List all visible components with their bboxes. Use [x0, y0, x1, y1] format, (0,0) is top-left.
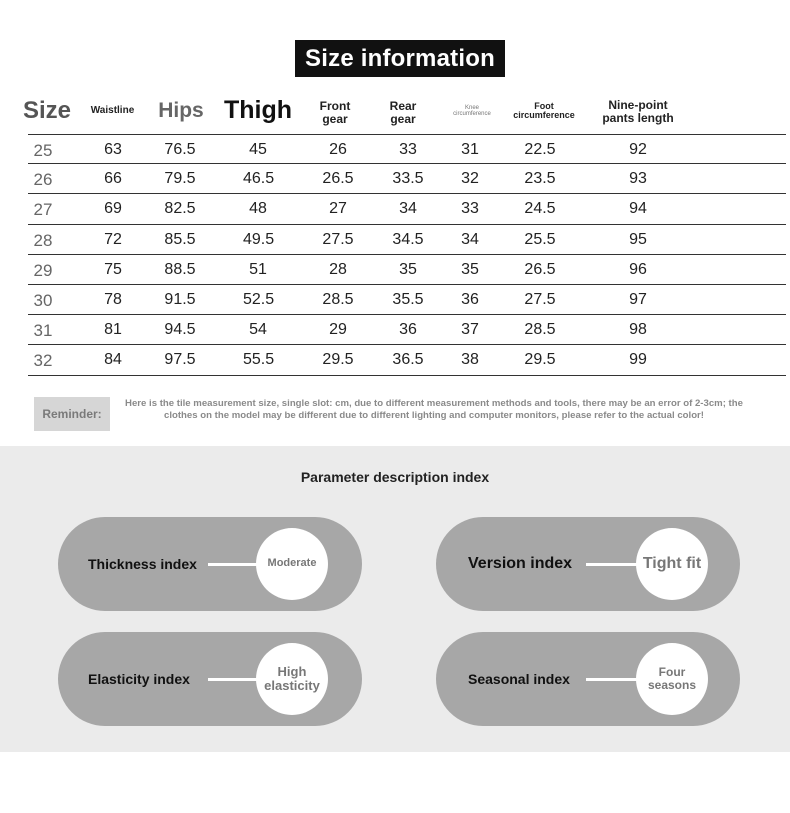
- connector-line: [208, 563, 260, 566]
- cell-waistline: 63: [104, 141, 122, 158]
- header-nine-point-length: Nine-point pants length: [602, 98, 674, 125]
- cell-waistline: 66: [104, 170, 122, 188]
- cell-knee: 35: [461, 260, 479, 278]
- cell-foot: 29.5: [524, 351, 556, 369]
- cell-nine-point: 99: [629, 351, 647, 369]
- cell-foot: 25.5: [524, 230, 556, 248]
- cell-foot: 27.5: [524, 290, 556, 308]
- cell-hips: 97.5: [164, 351, 196, 369]
- cell-rear-gear: 33.5: [392, 170, 424, 188]
- cell-thigh: 46.5: [243, 170, 275, 188]
- header-knee-circumference: Knee circumference: [453, 105, 491, 118]
- header-front-gear: Front gear: [319, 99, 351, 126]
- cell-knee: 31: [461, 141, 479, 158]
- cell-size: 29: [33, 260, 53, 280]
- cell-waistline: 84: [104, 351, 122, 369]
- thickness-index-label: Thickness index: [88, 556, 197, 572]
- cell-hips: 94.5: [164, 321, 196, 339]
- seasonal-index-pill: [436, 632, 740, 726]
- cell-foot: 23.5: [524, 170, 556, 188]
- cell-size: 26: [33, 170, 53, 190]
- cell-front-gear: 29.5: [322, 351, 354, 369]
- connector-line: [586, 563, 638, 566]
- reminder-text: Here is the tile measurement size, single slot: cm, due to different measurement methods and tools, there may be an error of 2-3cm; the clothes on the model may be different due to different lighting and computer monitors, please refer to the actual color!: [125, 398, 743, 422]
- header-foot-circumference: Foot circumference: [513, 101, 575, 121]
- elasticity-index-value: High elasticity: [256, 643, 328, 715]
- cell-nine-point: 96: [629, 260, 647, 278]
- cell-rear-gear: 34.5: [392, 230, 424, 248]
- cell-thigh: 48: [249, 200, 267, 218]
- cell-waistline: 75: [104, 260, 122, 278]
- table-row: [28, 285, 786, 315]
- cell-nine-point: 94: [629, 200, 647, 218]
- elasticity-index-label: Elasticity index: [88, 671, 190, 687]
- cell-foot: 24.5: [524, 200, 556, 218]
- cell-rear-gear: 34: [399, 200, 417, 218]
- cell-front-gear: 29: [329, 321, 347, 339]
- cell-front-gear: 27: [329, 200, 347, 218]
- table-row: [28, 194, 786, 224]
- cell-nine-point: 93: [629, 170, 647, 188]
- cell-knee: 34: [461, 230, 479, 248]
- version-index-label: Version index: [468, 555, 573, 572]
- cell-size: 28: [33, 230, 53, 250]
- table-row: [28, 345, 786, 375]
- cell-hips: 76.5: [164, 141, 196, 158]
- thickness-index-pill: [58, 517, 362, 611]
- cell-front-gear: 26: [329, 141, 347, 158]
- cell-rear-gear: 36: [399, 321, 417, 339]
- cell-waistline: 72: [104, 230, 122, 248]
- cell-knee: 37: [461, 321, 479, 339]
- cell-foot: 26.5: [524, 260, 556, 278]
- cell-hips: 88.5: [164, 260, 196, 278]
- version-index-value: Tight fit: [636, 528, 708, 600]
- cell-thigh: 55.5: [243, 351, 275, 369]
- cell-knee: 33: [461, 200, 479, 218]
- parameter-panel: [0, 446, 790, 752]
- table-row: [28, 255, 786, 285]
- cell-thigh: 49.5: [243, 230, 275, 248]
- cell-front-gear: 26.5: [322, 170, 354, 188]
- cell-waistline: 81: [104, 321, 122, 339]
- elasticity-index-pill: [58, 632, 362, 726]
- connector-line: [208, 678, 260, 681]
- cell-front-gear: 28: [329, 260, 347, 278]
- cell-hips: 85.5: [164, 230, 196, 248]
- version-index-pill: [436, 517, 740, 611]
- cell-thigh: 54: [249, 321, 267, 339]
- cell-size: 25: [33, 141, 53, 160]
- header-hips: Hips: [158, 99, 204, 122]
- cell-foot: 22.5: [524, 141, 556, 158]
- parameter-title: Parameter description index: [300, 469, 490, 485]
- cell-nine-point: 95: [629, 230, 647, 248]
- reminder-label: Reminder:: [34, 397, 110, 431]
- cell-hips: 82.5: [164, 200, 196, 218]
- table-row: [28, 164, 786, 194]
- seasonal-index-value: Four seasons: [636, 643, 708, 715]
- cell-foot: 28.5: [524, 321, 556, 339]
- cell-size: 32: [33, 351, 53, 371]
- cell-front-gear: 27.5: [322, 230, 354, 248]
- cell-rear-gear: 33: [399, 141, 417, 158]
- cell-rear-gear: 35: [399, 260, 417, 278]
- cell-hips: 79.5: [164, 170, 196, 188]
- page-title: Size information: [295, 40, 505, 77]
- cell-nine-point: 97: [629, 290, 647, 308]
- cell-knee: 38: [461, 351, 479, 369]
- header-size: Size: [22, 97, 72, 124]
- cell-size: 31: [33, 321, 53, 341]
- thickness-index-value: Moderate: [256, 528, 328, 600]
- table-row: [28, 315, 786, 345]
- cell-front-gear: 28.5: [322, 290, 354, 308]
- cell-knee: 32: [461, 170, 479, 188]
- cell-size: 30: [33, 290, 53, 310]
- cell-thigh: 45: [249, 141, 267, 158]
- cell-hips: 91.5: [164, 290, 196, 308]
- cell-waistline: 78: [104, 290, 122, 308]
- cell-thigh: 51: [249, 260, 267, 278]
- table-row: [28, 134, 786, 164]
- size-table: [28, 134, 786, 376]
- header-waistline: Waistline: [90, 105, 135, 116]
- cell-rear-gear: 35.5: [392, 290, 424, 308]
- cell-thigh: 52.5: [243, 290, 275, 308]
- cell-nine-point: 98: [629, 321, 647, 339]
- header-thigh: Thigh: [223, 96, 293, 124]
- cell-rear-gear: 36.5: [392, 351, 424, 369]
- table-row: [28, 225, 786, 255]
- cell-waistline: 69: [104, 200, 122, 218]
- connector-line: [586, 678, 638, 681]
- cell-nine-point: 92: [629, 141, 647, 158]
- cell-knee: 36: [461, 290, 479, 308]
- cell-size: 27: [33, 200, 53, 220]
- seasonal-index-label: Seasonal index: [468, 671, 570, 687]
- header-rear-gear: Rear gear: [389, 99, 417, 126]
